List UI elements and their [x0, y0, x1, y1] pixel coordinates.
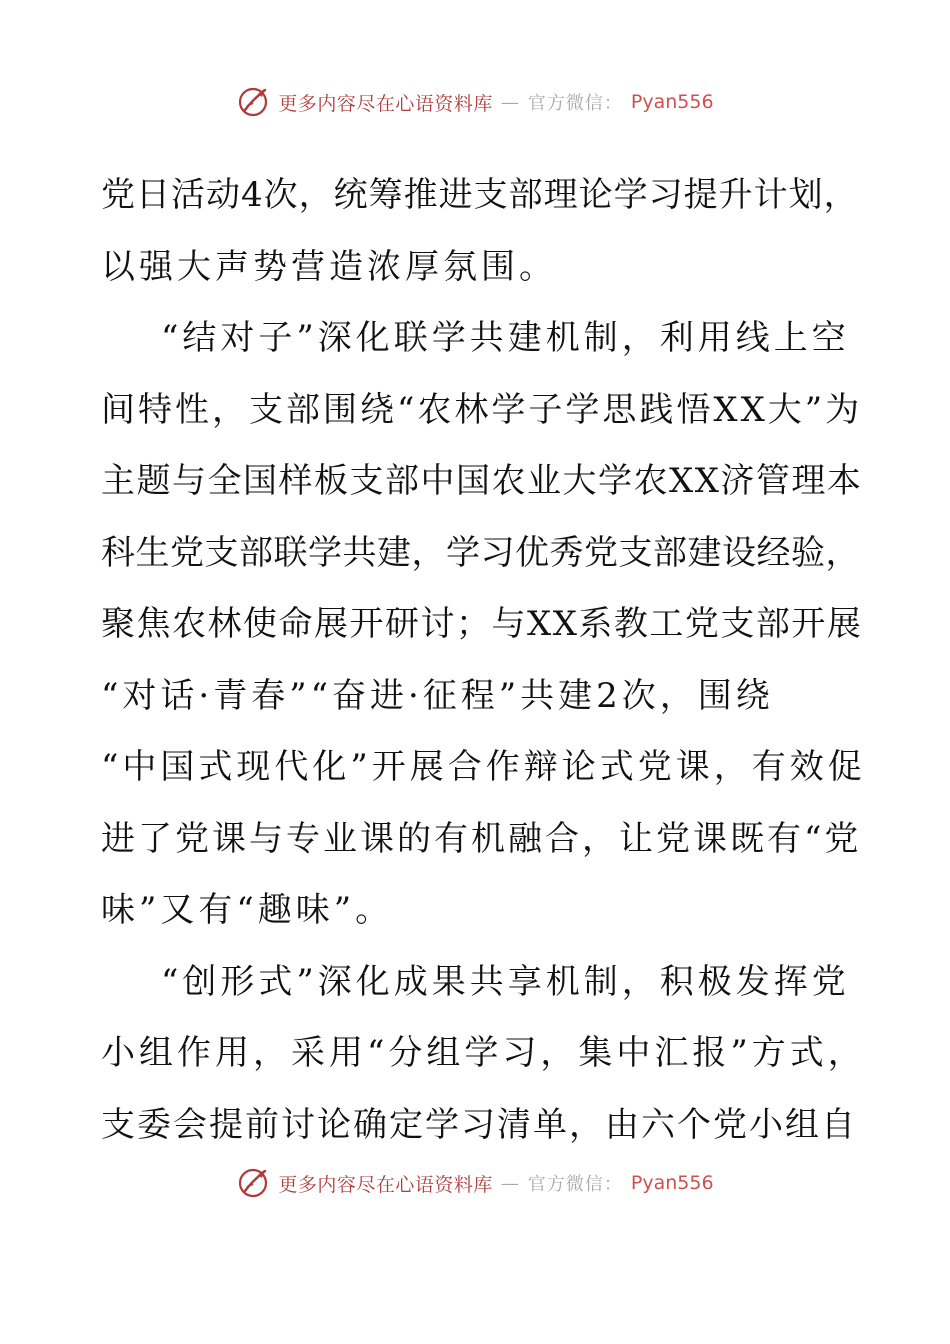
watermark-id-text: Pyan556: [630, 91, 714, 113]
text-line-13: 小组作用，采用“分组学习，集中汇报”方式，: [101, 1033, 866, 1073]
footer-watermark: [0, 1163, 950, 1203]
text-line-11: 味”又有“趣味”。: [101, 890, 394, 930]
text-line-8: “对话·青春”“奋进·征程”共建2次，围绕: [101, 675, 774, 716]
text-line-12: “创形式”深化成果共享机制，积极发挥党: [161, 961, 850, 1002]
watermark-sub-text: 官方微信：: [527, 1174, 623, 1195]
header-watermark: [0, 82, 950, 122]
quill-pen-logo-icon: [236, 1166, 270, 1200]
quill-pen-logo-icon: [236, 85, 270, 119]
text-line-2: 以强大声势营造浓厚氛围。: [101, 246, 557, 287]
document-body: [101, 160, 866, 1161]
text-line-3: “结对子”深化联学共建机制，利用线上空: [161, 318, 850, 358]
watermark-main-text: 更多内容尽在心语资料库: [278, 1173, 493, 1196]
text-line-6: 科生党支部联学共建，学习优秀党支部建设经验，: [101, 532, 860, 573]
text-line-4: 间特性，支部围绕“农林学子学思践悟XX大”为: [101, 389, 863, 430]
watermark-separator: —: [500, 91, 520, 113]
text-line-10: 进了党课与专业课的有机融合，让党课既有“党: [101, 818, 862, 859]
watermark-separator: —: [500, 1172, 520, 1194]
watermark-main-text: 更多内容尽在心语资料库: [278, 92, 493, 115]
text-line-1: 党日活动4次，统筹推进支部理论学习提升计划，: [101, 175, 859, 215]
watermark-id-text: Pyan556: [630, 1172, 714, 1194]
watermark-sub-text: 官方微信：: [527, 93, 623, 114]
text-line-9: “中国式现代化”开展合作辩论式党课，有效促: [101, 747, 866, 787]
text-line-5: 主题与全国样板支部中国农业大学农XX济管理本: [101, 461, 863, 501]
text-line-7: 聚焦农林使命展开研讨；与XX系教工党支部开展: [101, 604, 863, 644]
text-line-14: 支委会提前讨论确定学习清单，由六个党小组自: [101, 1104, 857, 1145]
